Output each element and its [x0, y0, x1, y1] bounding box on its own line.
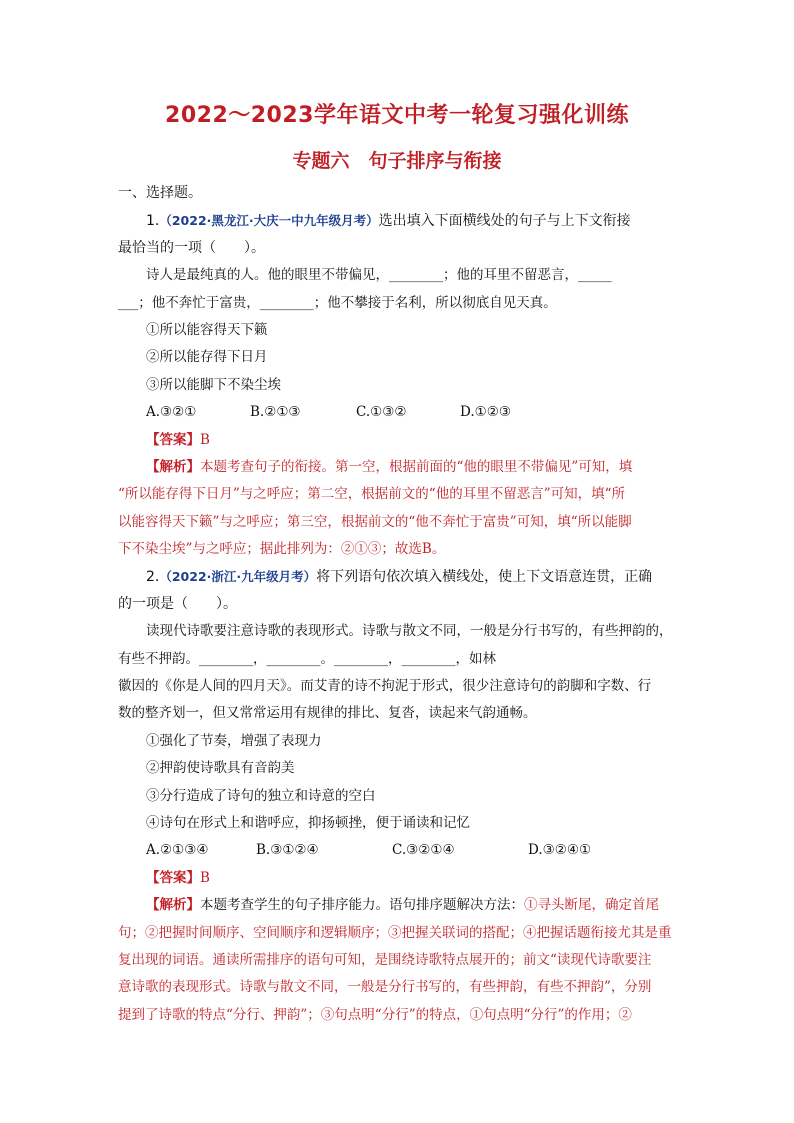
- analysis-text: 本题考查学生的句子排序能力。语句排序题解决方法：: [200, 897, 524, 914]
- answer-value: B: [200, 869, 210, 886]
- option-b: B.②①③: [250, 404, 301, 421]
- answer-value: B: [200, 431, 210, 448]
- analysis-line: [118, 454, 678, 481]
- option-b: B.③①②④: [256, 842, 319, 859]
- passage-line: 徽因的《你是人间的四月天》。而艾青的诗不拘泥于形式，很少注意诗句的韵脚和字数、行: [118, 678, 652, 695]
- passage-line: ___；他不奔忙于富贵，________；他不攀接于名利，所以彻底自见天真。: [118, 294, 557, 311]
- question-source: （2022·黑龙江·大庆一中九年级月考）: [159, 213, 379, 229]
- option-d: D.①②③: [460, 404, 511, 421]
- document-body: [118, 180, 678, 1029]
- choice-item: ②押韵使诗歌具有音韵美: [146, 760, 295, 777]
- analysis-line: 提到了诗歌的特点“分行、押韵”；③句点明“分行”的特点，①句点明“分行”的作用；②: [118, 1006, 632, 1023]
- answer-line: [118, 865, 678, 892]
- document-title: 2022～2023学年语文中考一轮复习强化训练: [165, 103, 629, 128]
- answer-label: 【答案】: [146, 869, 200, 886]
- question-1-stem-cont: 最恰当的一项（ ）。: [118, 239, 265, 256]
- choice-item: ③分行造成了诗句的独立和诗意的空白: [146, 787, 376, 804]
- option-d: D.③②④①: [528, 842, 592, 859]
- choice-item: ④诗句在形式上和谐呼应，抑扬顿挫，便于诵读和记忆: [146, 814, 470, 831]
- analysis-line: 下不染尘埃”与之呼应；据此排列为：②①③；故选B。: [118, 541, 446, 558]
- question-1-stem: [118, 207, 678, 234]
- section-heading: 一、选择题。: [118, 185, 202, 201]
- analysis-line: [118, 920, 678, 947]
- document-subtitle: 专题六 句子排序与衔接: [292, 150, 502, 172]
- answer-label: 【答案】: [146, 431, 200, 448]
- passage-line: 数的整齐划一，但又常常运用有规律的排比、复沓，读起来气韵通畅。: [118, 705, 537, 722]
- analysis-label: 【解析】: [146, 897, 200, 914]
- question-number: 2.: [146, 569, 160, 586]
- answer-options: [118, 837, 678, 864]
- choice-item: ①强化了节奏，增强了表现力: [146, 732, 322, 749]
- analysis-line: [118, 892, 678, 919]
- analysis-text: 本题考查句子的衔接。第一空，根据前面的“他的眼里不带偏见”可知，填: [200, 458, 633, 475]
- option-a: A.③②①: [146, 404, 197, 421]
- question-2-stem: [118, 563, 678, 590]
- question-stem: 选出填入下面横线处的句子与上下文衔接: [378, 213, 631, 230]
- question-source: （2022·浙江·九年级月考）: [159, 569, 317, 585]
- question-number: 1.: [146, 213, 160, 230]
- analysis-highlight: ①寻头断尾，确定首尾: [524, 897, 659, 914]
- question-2-stem-cont: 的一项是（ ）。: [118, 595, 237, 612]
- passage-line: 有些不押韵。________，________。________，________，如林: [118, 650, 496, 667]
- choice-item: ③所以能脚下不染尘埃: [146, 376, 281, 393]
- analysis-line: 以能容得天下籁”与之呼应；第三空，根据前文的“他不奔忙于富贵”可知，填“所以能脚: [118, 513, 632, 530]
- choice-item: ①所以能容得天下籁: [146, 321, 268, 338]
- option-c: C.①③②: [356, 404, 407, 421]
- analysis-label: 【解析】: [146, 458, 200, 475]
- answer-line: [118, 427, 678, 454]
- passage-line: 诗人是最纯真的人。他的眼里不带偏见，________；他的耳里不留恶言，_____: [146, 267, 612, 284]
- analysis-line: 意诗歌的表现形式。诗歌与散文不同，一般是分行书写的，有些押韵，有些不押韵”，分别: [118, 979, 652, 996]
- analysis-highlight: ；②把握时间顺序、空间顺序和逻辑顺序；③把握关联词的搭配；④把握话题衔接尤其是重: [131, 924, 672, 941]
- passage-line: 读现代诗歌要注意诗歌的表现形式。诗歌与散文不同，一般是分行书写的，有些押韵的，: [146, 623, 673, 640]
- option-c: C.③②①④: [392, 842, 455, 859]
- choice-item: ②所以能存得下日月: [146, 349, 268, 366]
- question-stem: 将下列语句依次填入横线处，使上下文语意连贯，正确: [316, 569, 653, 586]
- option-a: A.②①③④: [146, 842, 209, 859]
- analysis-line: “所以能存得下日月”与之呼应；第二空，根据前文的“他的耳里不留恶言”可知，填“所: [118, 486, 626, 503]
- answer-options: [118, 399, 678, 426]
- analysis-line: 复出现的词语。通读所需排序的语句可知，是围绕诗歌特点展开的；前文“读现代诗歌要注: [118, 951, 652, 968]
- analysis-text: 句: [118, 924, 132, 941]
